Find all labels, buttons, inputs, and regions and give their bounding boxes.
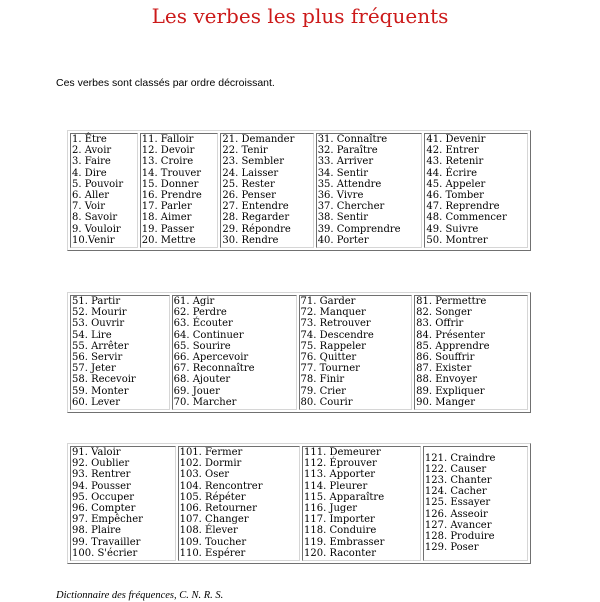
verb-item: 63. Écouter: [173, 318, 233, 330]
verb-item: 42. Entrer: [426, 145, 479, 157]
verb-item: 119. Embrasser: [304, 536, 385, 548]
verb-item: 12. Devoir: [141, 145, 195, 157]
verb-item: 126. Asseoir: [424, 508, 488, 520]
verb-item: 124. Cacher: [424, 486, 487, 498]
verb-item: 98. Plaire: [72, 525, 121, 537]
verb-item: 31. Connaître: [317, 134, 388, 145]
verb-item: 114. Pleurer: [304, 480, 368, 492]
verb-item: 47. Reprendre: [426, 201, 500, 213]
verb-item: 94. Pousser: [72, 480, 131, 492]
source-citation: Dictionnaire des fréquences, C. N. R. S.: [56, 590, 224, 601]
intro-text: Ces verbes sont classés par ordre décroissant.: [56, 77, 275, 89]
verb-item: 70. Marcher: [173, 396, 237, 408]
verb-item: 122. Causer: [424, 463, 487, 475]
verb-item: 5. Pouvoir: [72, 178, 124, 190]
verb-item: 85. Apprendre: [416, 340, 490, 352]
verb-item: 32. Paraître: [317, 145, 378, 157]
verb-item: 116. Juger: [304, 503, 358, 515]
verb-item: 95. Occuper: [72, 491, 135, 503]
verb-item: 29. Répondre: [222, 223, 291, 235]
verb-item: 20. Mettre: [141, 234, 196, 246]
verb-item: 117. Importer: [304, 514, 375, 526]
verb-item: 91. Valoir: [72, 447, 121, 458]
verb-item: 89. Expliquer: [416, 385, 485, 397]
verb-item: 102. Dormir: [179, 458, 242, 470]
verb-item: 51. Partir: [72, 296, 121, 307]
verb-item: 18. Aimer: [141, 212, 192, 224]
verb-item: 103. Oser: [179, 469, 230, 481]
verb-item: 35. Attendre: [317, 178, 382, 190]
verb-item: 30. Rendre: [222, 234, 279, 246]
verb-item: 6. Aller: [72, 190, 110, 202]
verb-item: 71. Garder: [300, 296, 356, 307]
verb-item: 106. Retourner: [179, 503, 257, 515]
verb-item: 50. Montrer: [426, 234, 488, 246]
verb-item: 39. Comprendre: [317, 223, 401, 235]
verb-item: 61. Agir: [173, 296, 215, 307]
verb-item: 28. Regarder: [222, 212, 290, 224]
verb-item: 128. Produire: [424, 531, 495, 543]
verb-item: 27. Entendre: [222, 201, 289, 213]
verb-item: 10.Venir: [72, 234, 115, 246]
verb-item: 82. Songer: [416, 307, 472, 319]
verb-item: 26. Penser: [222, 190, 276, 202]
verb-item: 24. Laisser: [222, 167, 279, 179]
verb-item: 23. Sembler: [222, 156, 284, 168]
verb-item: 69. Jouer: [173, 385, 220, 397]
verb-item: 14. Trouver: [141, 167, 202, 179]
verb-item: 41. Devenir: [426, 134, 486, 145]
verb-item: 38. Sentir: [317, 212, 368, 224]
verb-column: [70, 295, 170, 410]
verb-item: 44. Écrire: [426, 167, 478, 179]
verb-table-2: [67, 292, 531, 413]
verb-item: 46. Tomber: [426, 190, 484, 202]
verb-item: 2. Avoir: [72, 145, 112, 157]
verb-item: 49. Suivre: [426, 223, 479, 235]
verb-item: 118. Conduire: [304, 525, 377, 537]
verb-column: [414, 295, 528, 410]
verb-column: [172, 295, 297, 410]
verb-item: 97. Empêcher: [72, 514, 143, 526]
verb-item: 86. Souffrir: [416, 352, 475, 364]
verb-item: 93. Rentrer: [72, 469, 131, 481]
verb-item: 4. Dire: [72, 167, 107, 179]
verb-item: 123. Chanter: [424, 475, 492, 486]
verb-item: 56. Servir: [72, 352, 123, 364]
verb-item: 33. Arriver: [317, 156, 374, 168]
verb-item: 36. Vivre: [317, 190, 364, 202]
verb-item: 80. Courir: [300, 396, 353, 408]
verb-item: 25. Rester: [222, 178, 275, 190]
verb-item: 111. Demeurer: [304, 447, 381, 458]
verb-item: 7. Voir: [72, 201, 106, 213]
verb-item: 121. Craindre: [424, 452, 496, 464]
verb-item: 3. Faire: [72, 156, 111, 168]
verb-column: [140, 133, 219, 248]
verb-item: 55. Arrêter: [72, 340, 129, 352]
verb-item: 21. Demander: [222, 134, 295, 145]
verb-column: [70, 446, 176, 561]
verb-item: 64. Continuer: [173, 329, 244, 341]
verb-column: [423, 446, 528, 561]
verb-item: 79. Crier: [300, 385, 346, 397]
verb-item: 87. Exister: [416, 363, 472, 375]
verb-item: 104. Rencontrer: [179, 480, 263, 492]
verb-item: 53. Ouvrir: [72, 318, 125, 330]
verb-item: 74. Descendre: [300, 329, 374, 341]
verb-item: 120. Raconter: [304, 547, 376, 559]
verb-item: 107. Changer: [179, 514, 249, 526]
verb-item: 92. Oublier: [72, 458, 130, 470]
verb-item: 60. Lever: [72, 396, 120, 408]
verb-item: 81. Permettre: [416, 296, 487, 307]
verb-item: 16. Prendre: [141, 190, 202, 202]
verb-item: 19. Passer: [141, 223, 195, 235]
verb-item: 62. Perdre: [173, 307, 227, 319]
verb-item: 8. Savoir: [72, 212, 118, 224]
verb-item: 99. Travailler: [72, 536, 141, 548]
verb-item: 57. Jeter: [72, 363, 116, 375]
verb-column: [220, 133, 313, 248]
verb-item: 43. Retenir: [426, 156, 484, 168]
verb-item: 96. Compter: [72, 503, 136, 515]
verb-item: 1. Être: [72, 134, 107, 145]
verb-item: 109. Toucher: [179, 536, 247, 548]
verb-item: 9. Vouloir: [72, 223, 121, 235]
page-title: Les verbes les plus fréquents: [151, 4, 449, 28]
verb-column: [299, 295, 413, 410]
verb-item: 15. Donner: [141, 178, 199, 190]
verb-item: 54. Lire: [72, 329, 112, 341]
verb-column: [424, 133, 528, 248]
verb-item: 77. Tourner: [300, 363, 360, 375]
verb-column: [316, 133, 423, 248]
verb-item: 88. Envoyer: [416, 374, 477, 386]
verb-item: 125. Essayer: [424, 497, 491, 509]
verb-item: 113. Apporter: [304, 469, 376, 481]
verb-item: 72. Manquer: [300, 307, 366, 319]
verb-item: 65. Sourire: [173, 340, 231, 352]
verb-item: 66. Apercevoir: [173, 352, 249, 364]
verb-item: 127. Avancer: [424, 519, 492, 531]
verb-column: [70, 133, 138, 248]
verb-column: [178, 446, 300, 561]
verb-item: 40. Porter: [317, 234, 369, 246]
verb-item: 90. Manger: [416, 396, 475, 408]
verb-item: 11. Falloir: [141, 134, 194, 145]
verb-item: 34. Sentir: [317, 167, 368, 179]
verb-item: 84. Présenter: [416, 329, 485, 341]
verb-item: 68. Ajouter: [173, 374, 231, 386]
verb-item: 76. Quitter: [300, 352, 357, 364]
verb-item: 75. Rappeler: [300, 340, 366, 352]
verb-item: 112. Éprouver: [304, 458, 377, 470]
verb-table-1: [67, 130, 531, 251]
verb-item: 22. Tenir: [222, 145, 268, 157]
verb-item: 78. Finir: [300, 374, 345, 386]
verb-item: 129. Poser: [424, 542, 479, 554]
verb-item: 67. Reconnaître: [173, 363, 255, 375]
verb-item: 100. S'écrier: [72, 547, 138, 559]
verb-item: 83. Offrir: [416, 318, 464, 330]
verb-item: 45. Appeler: [426, 178, 486, 190]
verb-item: 37. Chercher: [317, 201, 385, 213]
verb-item: 108. Élever: [179, 525, 238, 537]
verb-item: 48. Commencer: [426, 212, 507, 224]
verb-item: 58. Recevoir: [72, 374, 136, 386]
verb-item: 52. Mourir: [72, 307, 127, 319]
verb-item: 73. Retrouver: [300, 318, 371, 330]
verb-item: 17. Parler: [141, 201, 192, 213]
verb-item: 110. Espérer: [179, 547, 246, 559]
verb-table-3: [67, 443, 531, 564]
verb-item: 13. Croire: [141, 156, 194, 168]
verb-item: 105. Répéter: [179, 491, 246, 503]
verb-item: 101. Fermer: [179, 447, 243, 458]
verb-column: [302, 446, 421, 561]
verb-item: 59. Monter: [72, 385, 129, 397]
verb-item: 115. Apparaître: [304, 491, 385, 503]
